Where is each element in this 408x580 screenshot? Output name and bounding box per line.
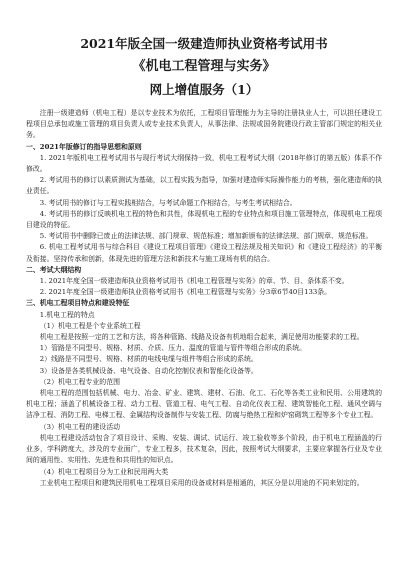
body-paragraph: 2. 2021年度全国一级建造师执业资格考试用书《机电工程管理与实务》分3章6节40目133条。 xyxy=(39,288,332,297)
doc-body xyxy=(26,108,382,489)
body-paragraph: 4. 考试用书的修订反映机电工程的特色和共性，体现机电工程的专业特点和项目施工管理特点，体现机电工程项目建设的特征。 xyxy=(26,209,382,230)
body-paragraph: 1.机电工程的特点 xyxy=(39,310,95,319)
body-paragraph: 3）设备是各类机械设备、电气设备、自动化控制仪表和智能化设备等。 xyxy=(39,366,258,375)
doc-subtitle-service: 网上增值服务（1） xyxy=(149,82,259,97)
body-paragraph: 工业机电工程项目和建筑民用机电工程项目采用的设备或材料是相通的，其区分是以用途的不同来划定的。 xyxy=(39,478,364,487)
body-paragraph: 2）线路是不同型号、规格、材质的电线电缆与组件等组合形成的系统。 xyxy=(39,355,258,364)
body-paragraph: （1）机电工程是个专业系统工程 xyxy=(39,321,141,330)
body-paragraph: （3）机电工程的建设活动 xyxy=(39,422,120,431)
section-heading: 二、考试大纲结构 xyxy=(26,265,82,274)
doc-title: 2021年版全国一级建造师执业资格考试用书 xyxy=(80,36,328,51)
section-heading: 三、机电工程项目特点和建设特征 xyxy=(26,299,130,308)
section-heading: 一、2021年版修订的指导思想和原则 xyxy=(26,142,142,151)
body-paragraph: （2）机电工程专业的范围 xyxy=(39,377,120,386)
body-paragraph: 机电工程是按照一定的工艺和方法，将各种管路、线路及设备有机地组合起来，满足使用功能要求的工程。 xyxy=(39,333,364,342)
body-paragraph: 1）管路是不同型号、规格、材质、介质、压力、温度的管道与管件等组合形成的系统。 xyxy=(39,344,307,353)
body-paragraph: 注册一级建造师（机电工程）是以专业技术为依托，工程项目管理能力为主导的注册执业人士，可以担任建设工程项目总承包或施工管理的项目负责人或专业技术负责人，从事法律、法规或国务院建设行政主管部门规定的相关业务。 xyxy=(26,109,382,140)
body-paragraph: 5. 考试用书中删除已废止的法律法规、部门规章、规范标准；增加新颁布的法律法规、部门规章、规范标准。 xyxy=(39,232,373,241)
body-paragraph: 1. 2021年度全国一级建造师执业资格考试用书《机电工程管理与实务》的章、节、目、条体系不变。 xyxy=(39,277,349,286)
body-paragraph: 2. 考试用书的修订以素质测试为基础，以工程实践为指导，加强对建造师实际操作能力的考核，强化建造师的执业责任。 xyxy=(26,176,382,196)
body-paragraph: 3. 考试用书的修订与工程实践相结合，与考试命题工作相结合，与考生考试相结合。 xyxy=(39,198,297,207)
body-paragraph: （4）机电工程项目分为工业和民用两大类 xyxy=(39,467,169,476)
body-paragraph: 机电工程建设活动包含了项目设计、采购、安装、调试、试运行、竣工验收等多个阶段，由于机电工程涵盖的行业多，学科跨度大，涉及的专业面广，专业工程多，技术复杂，因此，按照考试大纲要求，主要应掌握各行业及专业间的通用性、实用性、先进性和共用性的知识点。 xyxy=(26,433,382,465)
doc-subtitle-book: 《机电工程管理与实务》 xyxy=(132,59,276,74)
body-paragraph: 1. 2021年版机电工程考试用书与现行考试大纲保持一致，机电工程考试大纲（2018年修订的第五版）体系不作修改。 xyxy=(26,153,382,174)
body-paragraph: 机电工程的范围包括机械、电力、冶金、矿业、建筑、建材、石油、化工、石化等各类工业和民用、公用建筑的机电工程；涵盖了机械设备工程、动力工程、管道工程、电气工程、自动化仪表工程、建筑智能化工程、通风空调与洁净工程、消防工程、电梯工程、金属结构设备制作与安装工程、防腐与绝热工程和炉窑砌筑工程等多个专业工程。 xyxy=(26,389,382,420)
body-paragraph: 6. 机电工程考试用书与综合科目《建设工程项目管理》《建设工程法规及相关知识》和《建设工程经济》的平衡及衔接。坚持传承和创新，体现先进的管理方法和新技术与施工现场有机的结合。 xyxy=(26,243,382,263)
